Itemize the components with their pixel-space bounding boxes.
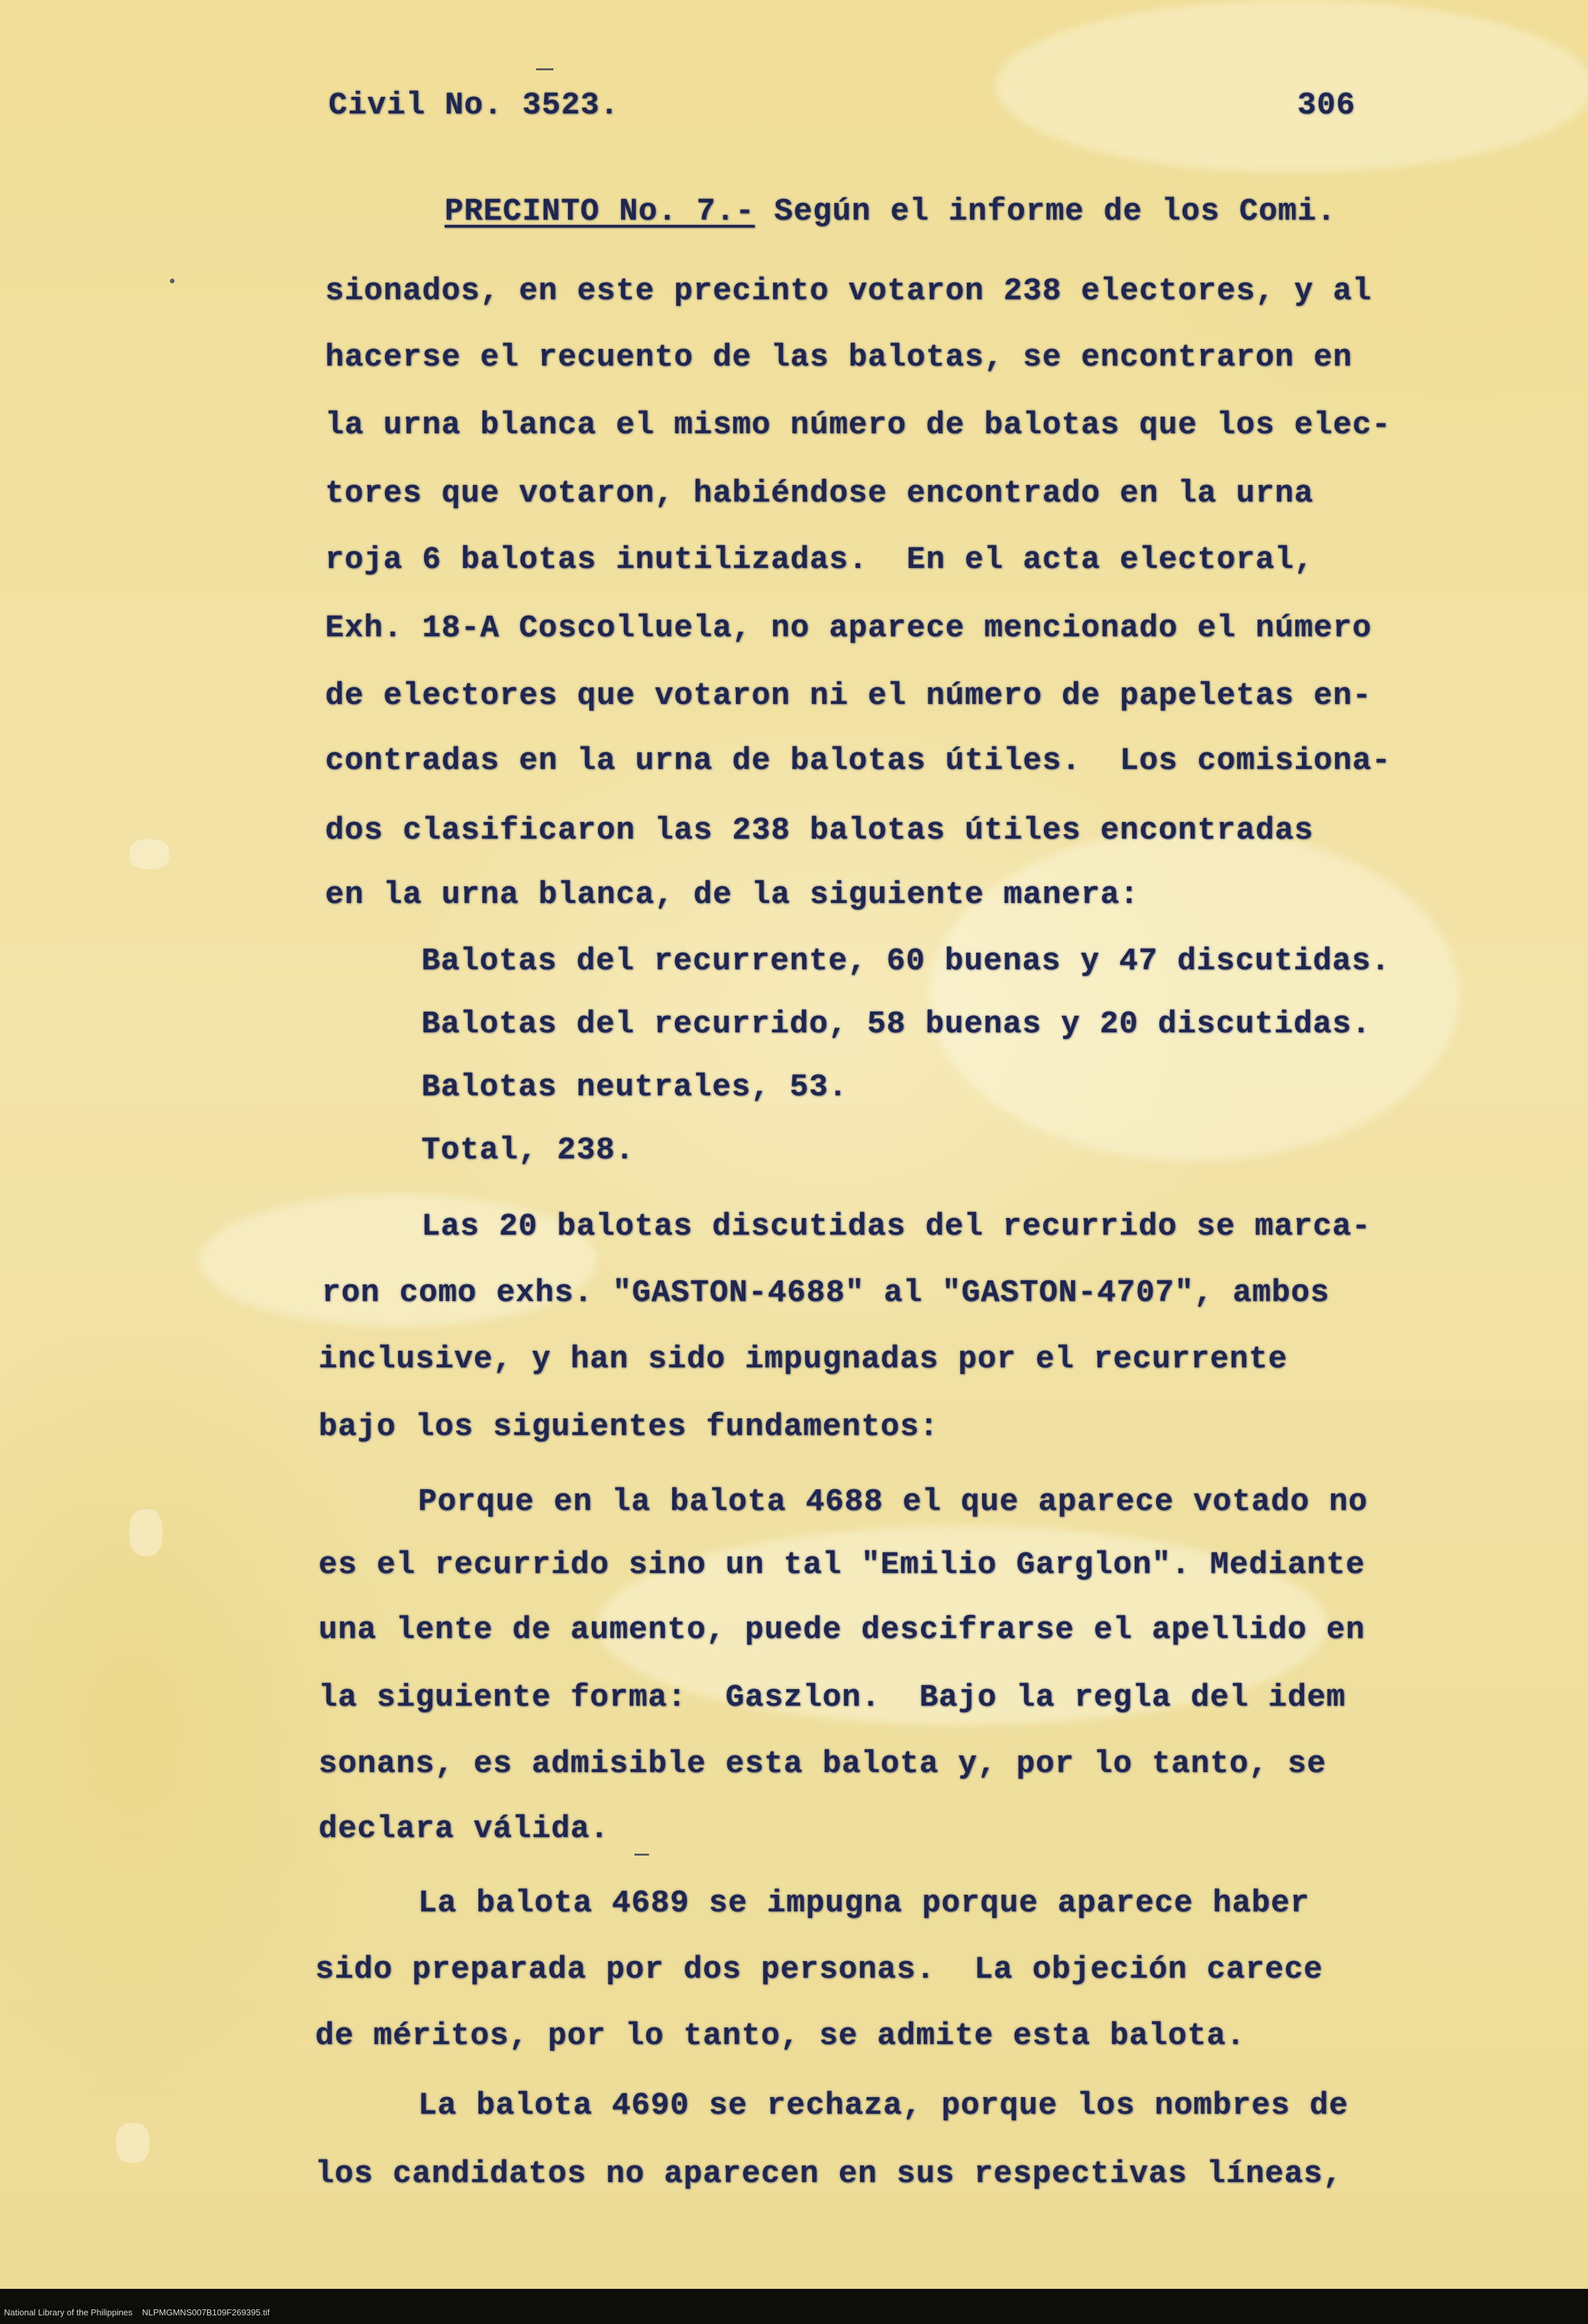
scan-footer-bar	[0, 2289, 1588, 2324]
archive-label: National Library of the Philippines	[4, 2307, 133, 2317]
text-line: es el recurrido sino un tal "Emilio Garglon". Mediante	[319, 1548, 1366, 1583]
text-line: sionados, en este precinto votaron 238 electores, y al	[325, 274, 1372, 309]
text-line: Total, 238.	[421, 1133, 635, 1168]
ink-mark-mid	[634, 1854, 649, 1856]
page-number: 306	[1297, 88, 1356, 123]
paper-tear-mark-3	[116, 2123, 149, 2163]
scan-footer-text	[4, 2307, 269, 2317]
paper-tear-mark	[129, 839, 169, 869]
text-line: Balotas del recurrente, 60 buenas y 47 discutidas.	[421, 944, 1391, 979]
text-line: dos clasificaron las 238 balotas útiles encontradas	[325, 813, 1314, 849]
text-line: los candidatos no aparecen en sus respectivas líneas,	[315, 2157, 1342, 2192]
text-line: Balotas del recurrido, 58 buenas y 20 discutidas.	[421, 1007, 1372, 1042]
ink-mark-left	[170, 279, 175, 283]
text-line: de méritos, por lo tanto, se admite esta balota.	[315, 2019, 1246, 2054]
text-line: bajo los siguientes fundamentos:	[319, 1410, 939, 1445]
text-line: declara válida.	[319, 1812, 610, 1847]
text-line: la urna blanca el mismo número de balotas que los elec-	[325, 408, 1392, 443]
text-line: hacerse el recuento de las balotas, se encontraron en	[325, 340, 1352, 376]
text-line: La balota 4690 se rechaza, porque los nombres de	[418, 2088, 1348, 2124]
text-line	[445, 192, 1336, 232]
text-segment: Según el informe de los Comi.	[755, 194, 1336, 230]
text-line: ron como exhs. "GASTON-4688" al "GASTON-4707", ambos	[322, 1276, 1330, 1311]
paper-tear-mark-2	[129, 1509, 163, 1556]
text-line: Exh. 18-A Coscolluela, no aparece mencionado el número	[325, 611, 1372, 646]
text-line: Las 20 balotas discutidas del recurrido se marca-	[421, 1209, 1372, 1245]
text-line: roja 6 balotas inutilizadas. En el acta electoral,	[325, 543, 1314, 578]
text-line: la siguiente forma: Gaszlon. Bajo la regla del idem	[319, 1680, 1346, 1716]
text-line: Porque en la balota 4688 el que aparece votado no	[418, 1485, 1368, 1520]
text-line: de electores que votaron ni el número de papeletas en-	[325, 679, 1372, 714]
text-line: tores que votaron, habiéndose encontrado en la urna	[325, 476, 1314, 512]
file-id: NLPMGMNS007B109F269395.tif	[142, 2307, 270, 2317]
text-line: sido preparada por dos personas. La objeción carece	[315, 1952, 1323, 1988]
text-line: contradas en la urna de balotas útiles. Los comisiona-	[325, 744, 1392, 779]
ink-mark-top	[536, 68, 553, 70]
text-line: La balota 4689 se impugna porque aparece haber	[418, 1886, 1310, 1921]
text-line: sonans, es admisible esta balota y, por lo tanto, se	[319, 1747, 1327, 1782]
text-line: Balotas neutrales, 53.	[421, 1070, 848, 1105]
precinct-heading: PRECINTO No. 7.-	[445, 194, 755, 230]
text-line: en la urna blanca, de la siguiente manera:	[325, 878, 1139, 913]
text-line: inclusive, y han sido impugnadas por el recurrente	[319, 1342, 1288, 1377]
case-number: Civil No. 3523.	[328, 88, 620, 123]
text-line: una lente de aumento, puede descifrarse el apellido en	[319, 1613, 1366, 1648]
